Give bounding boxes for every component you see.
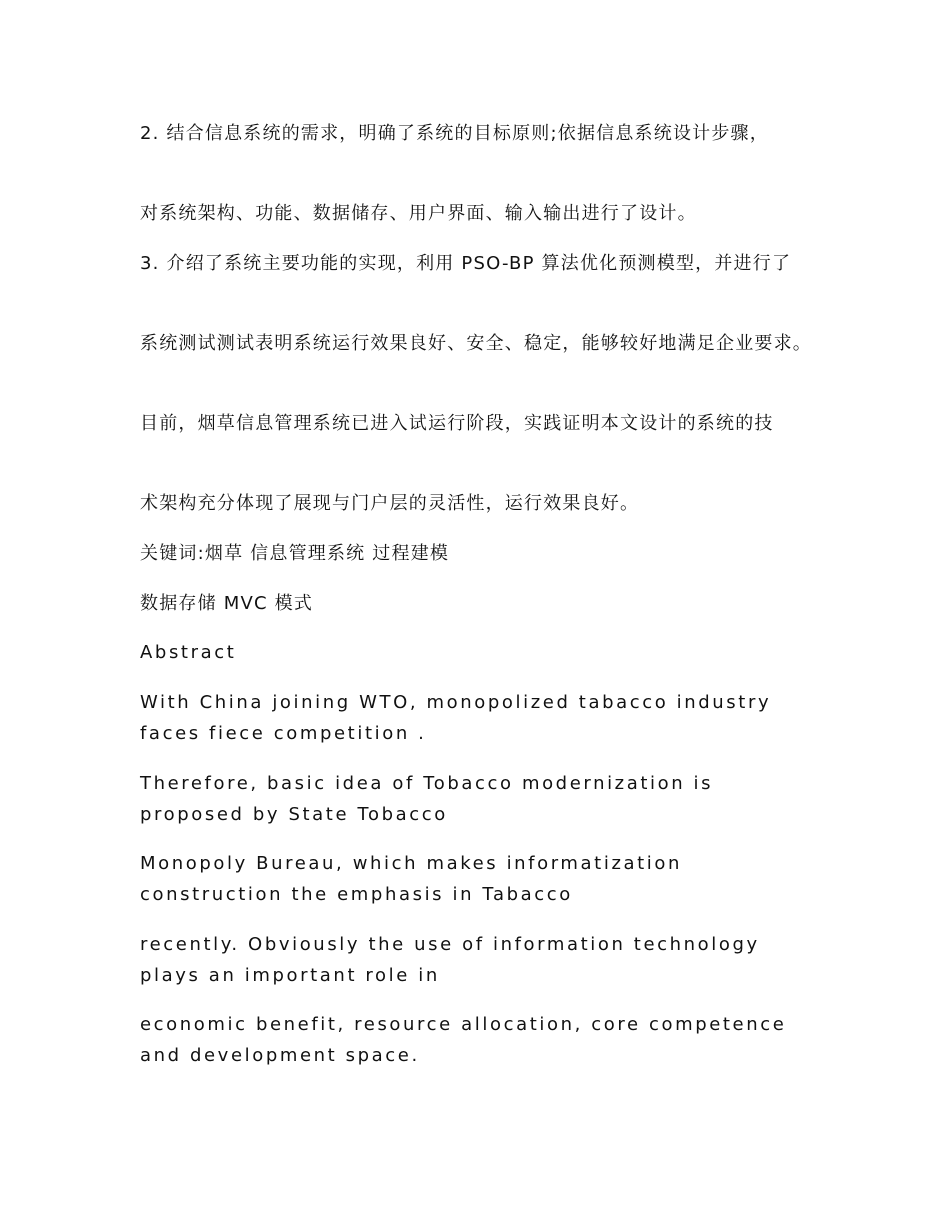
paragraph-system-test: 系统测试测试表明系统运行效果良好、安全、稳定，能够较好地满足企业要求。: [140, 333, 812, 354]
abstract-heading: Abstract: [140, 642, 237, 663]
keywords-line-1: 关键词:烟草 信息管理系统 过程建模: [140, 543, 450, 564]
abstract-paragraph-2: Therefore, basic idea of Tobacco modernization is proposed by State Tobacco: [140, 773, 714, 825]
abstract-paragraph-1: With China joining WTO, monopolized tabacco industry faces fiece competition .: [140, 692, 772, 744]
keywords-line-2: 数据存储 MVC 模式: [140, 593, 314, 614]
paragraph-architecture: 术架构充分体现了展现与门户层的灵活性，运行效果良好。: [140, 493, 640, 514]
paragraph-conclusion-3: 3. 介绍了系统主要功能的实现，利用 PSO-BP 算法优化预测模型，并进行了: [140, 253, 792, 274]
abstract-paragraph-3: Monopoly Bureau, which makes informatization construction the emphasis in Tabacco: [140, 853, 682, 905]
paragraph-current-status: 目前，烟草信息管理系统已进入试运行阶段，实践证明本文设计的系统的技: [140, 413, 774, 434]
abstract-paragraph-5: economic benefit, resource allocation, core competence and development space.: [140, 1014, 787, 1066]
paragraph-conclusion-2: 2. 结合信息系统的需求，明确了系统的目标原则;依据信息系统设计步骤，: [140, 123, 769, 144]
abstract-paragraph-4: recently. Obviously the use of information technology plays an important role in: [140, 934, 760, 986]
paragraph-design-scope: 对系统架构、功能、数据储存、用户界面、输入输出进行了设计。: [140, 203, 697, 224]
